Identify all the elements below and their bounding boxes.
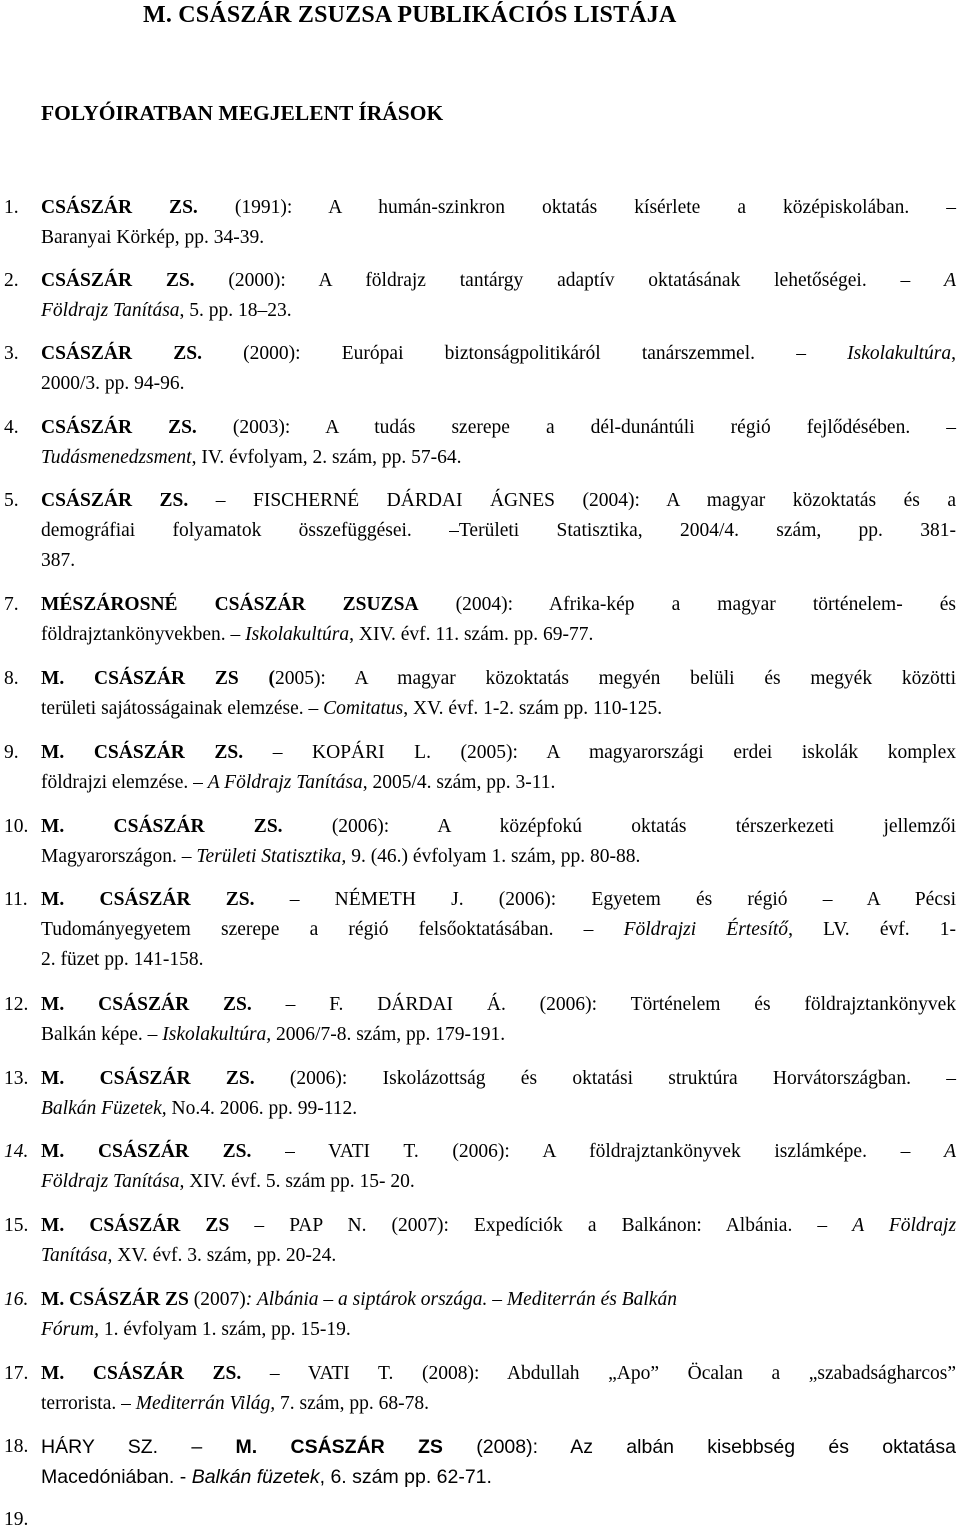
journal-name: Földrajz Tanítása, xyxy=(41,1171,185,1192)
item-number: 5. xyxy=(4,490,19,511)
item-number: 12. xyxy=(4,994,29,1015)
journal-name: Földrajzi Értesítő xyxy=(623,919,789,940)
item-number: 18. xyxy=(4,1436,29,1457)
journal-name: Comitatus xyxy=(323,698,404,719)
item-number: 17. xyxy=(4,1363,29,1384)
document-page: M. CSÁSZÁR ZSUZSA PUBLIKÁCIÓS LISTÁJA FOLYÓIRATBAN MEGJELENT ÍRÁSOK 1. CSÁSZÁR ZS. (1991): A humán-szinkron oktatás kísérlete a középiskolában. – Baranyai Körkép, pp. 34-39. 2. CSÁSZÁR ZS. (2000): A földrajz tantárgy adaptív oktatásának lehetőségei. – A Földrajz Tanítása, 5. pp. 18–23. 3. CSÁSZÁR ZS. (2000): Európai biztonságpolitikáról tanárszemmel. – Iskolakultúra, 2000/3. pp. 94-96. 4. CSÁSZÁR ZS. (2003): A tudás szerepe a dél-dunántúli régió fejlődésében. – Tudásmenedzsment, IV. évfolyam, 2. szám, pp. 57-64. 5. CSÁSZÁR ZS. – FISCHERNÉ DÁRDAI ÁGNES (2004): A magyar közoktatás és a demográfiai folyamatok összefüggései. –Területi Statisztika, 2004/4. szám, pp. 381- 387. 7. MÉSZÁROSNÉ CSÁSZÁR ZSUZSA (2004): Afrika-kép a magyar történelem- és földrajztankönyvekben. – Iskolakultúra, XIV. évf. 11. szám. pp. 69-77. 8. M. CSÁSZÁR ZS (2005): A magyar közoktatás megyén belüli és megyék közötti területi sajátosságainak elemzése. – Comitatus, XV. évf. 1-2. szám pp. 110-125. 9. M. CSÁSZÁR ZS. – KOPÁRI L. (2005): A magyarországi erdei iskolák komplex földrajzi elemzése. – A Földrajz Tanítása, 2005/4. szám, pp. 3-11. 10. M. CSÁSZÁR ZS. (2006): A középfokú oktatás térszerkezeti jellemzői Magyarországon. – Területi Statisztika, 9. (46.) évfolyam 1. szám, pp. 80-88. 11. M. CSÁSZÁR ZS. – NÉMETH J. (2006): Egyetem és régió – A Pécsi Tudományegyetem szerepe a régió felsőoktatásában. – Földrajzi Értesítő, LV. évf. 1- 2. füzet pp. 141-158. 12. M. CSÁSZÁR ZS. – F. DÁRDAI Á. (2006): Történelem és földrajztankönyvek Balkán képe. – Iskolakultúra, 2006/7-8. szám, pp. 179-191. 13. M. CSÁSZÁR ZS. (2006): Iskolázottság és oktatási struktúra Horvátországban. – Balkán Füzetek, No.4. 2006. pp. 99-112. 14. M. CSÁSZÁR ZS. – VATI T. (2006): A földrajztankönyvek iszlámképe. – A Földrajz Tanítása, XIV. évf. 5. szám pp. 15- 20. 15. M. CSÁSZÁR ZS – PAP N. (2007): Expedíciók a Balkánon: Albánia. – A Földrajz Tanítása, XV. évf. 3. szám, pp. 20-24. 16. M. CSÁSZÁR ZS (2007): Albánia – a siptárok országa. – Mediterrán és Balkán Fórum, 1. évfolyam 1. szám, pp. 15-19. 17. M. CSÁSZÁR ZS. – VATI T. (2008): Abdullah „Apo” Öcalan a „szabadságharcos” terrorista. – Mediterrán Világ, 7. szám, pp. 68-78. 18. HÁRY SZ. – M. CSÁSZÁR ZS (2008): Az albán kisebbség és oktatása Macedóniában. - Balkán füzetek, 6. szám pp. 62-71. 19. xyxy=(0,0,960,1533)
journal-name: Mediterrán Világ, xyxy=(135,1393,276,1414)
author: HÁRY SZ. – xyxy=(41,1436,203,1458)
author: CSÁSZÁR ZS. xyxy=(41,270,195,291)
item-number: 2. xyxy=(4,270,19,291)
author: M. CSÁSZÁR ZS xyxy=(41,1289,189,1310)
page-title: M. CSÁSZÁR ZSUZSA PUBLIKÁCIÓS LISTÁJA xyxy=(143,2,677,28)
author: CSÁSZÁR ZS. xyxy=(41,417,197,438)
section-heading: FOLYÓIRATBAN MEGJELENT ÍRÁSOK xyxy=(41,101,444,125)
author: M. CSÁSZÁR ZS. xyxy=(41,1141,252,1162)
author: M. CSÁSZÁR ZS. xyxy=(41,994,252,1015)
author: M. CSÁSZÁR ZS. xyxy=(41,889,255,910)
item-number: 9. xyxy=(4,742,19,763)
item-number: 7. xyxy=(4,594,19,615)
item-number: 4. xyxy=(4,417,19,438)
author: M. CSÁSZÁR ZS. xyxy=(41,1068,255,1089)
journal-name: Balkán Füzetek, xyxy=(41,1098,167,1119)
item-number: 14. xyxy=(4,1141,29,1162)
item-number: 15. xyxy=(4,1215,29,1236)
author: CSÁSZÁR ZS. xyxy=(41,197,198,218)
author: M. CSÁSZÁR ZS ( xyxy=(41,668,275,689)
item-number: 10. xyxy=(4,816,29,837)
author: M. CSÁSZÁR ZS xyxy=(235,1436,443,1458)
journal-name: Mediterrán és Balkán xyxy=(506,1289,677,1310)
author: CSÁSZÁR ZS. xyxy=(41,343,202,364)
item-number: 1. xyxy=(4,197,19,218)
author: M. CSÁSZÁR ZS. xyxy=(41,1363,242,1384)
author: M. CSÁSZÁR ZS xyxy=(41,1215,230,1236)
journal-name: Tanítása, xyxy=(41,1245,113,1266)
author: CSÁSZÁR ZS. xyxy=(41,490,189,511)
author: M. CSÁSZÁR ZS. xyxy=(41,742,244,763)
author: MÉSZÁROSNÉ CSÁSZÁR ZSUZSA xyxy=(41,594,419,615)
journal-name: Iskolakultúra xyxy=(847,343,952,364)
journal-name: Földrajz Tanítása xyxy=(41,300,180,321)
journal-name: Balkán füzetek xyxy=(191,1466,320,1488)
item-number: 3. xyxy=(4,343,19,364)
item-number: 19. xyxy=(4,1509,29,1530)
item-number: 13. xyxy=(4,1068,29,1089)
author: M. CSÁSZÁR ZS. xyxy=(41,816,283,837)
journal-name: Iskolakultúra xyxy=(245,624,350,645)
journal-name: Iskolakultúra, xyxy=(162,1024,272,1045)
item-number: 8. xyxy=(4,668,19,689)
journal-name: Területi Statisztika, xyxy=(196,846,347,867)
item-number: 11. xyxy=(4,889,28,910)
item-number: 16. xyxy=(4,1289,29,1310)
journal-name: Tudásmenedzsment xyxy=(41,447,192,468)
journal-name: A Földrajz Tanítása xyxy=(207,772,363,793)
